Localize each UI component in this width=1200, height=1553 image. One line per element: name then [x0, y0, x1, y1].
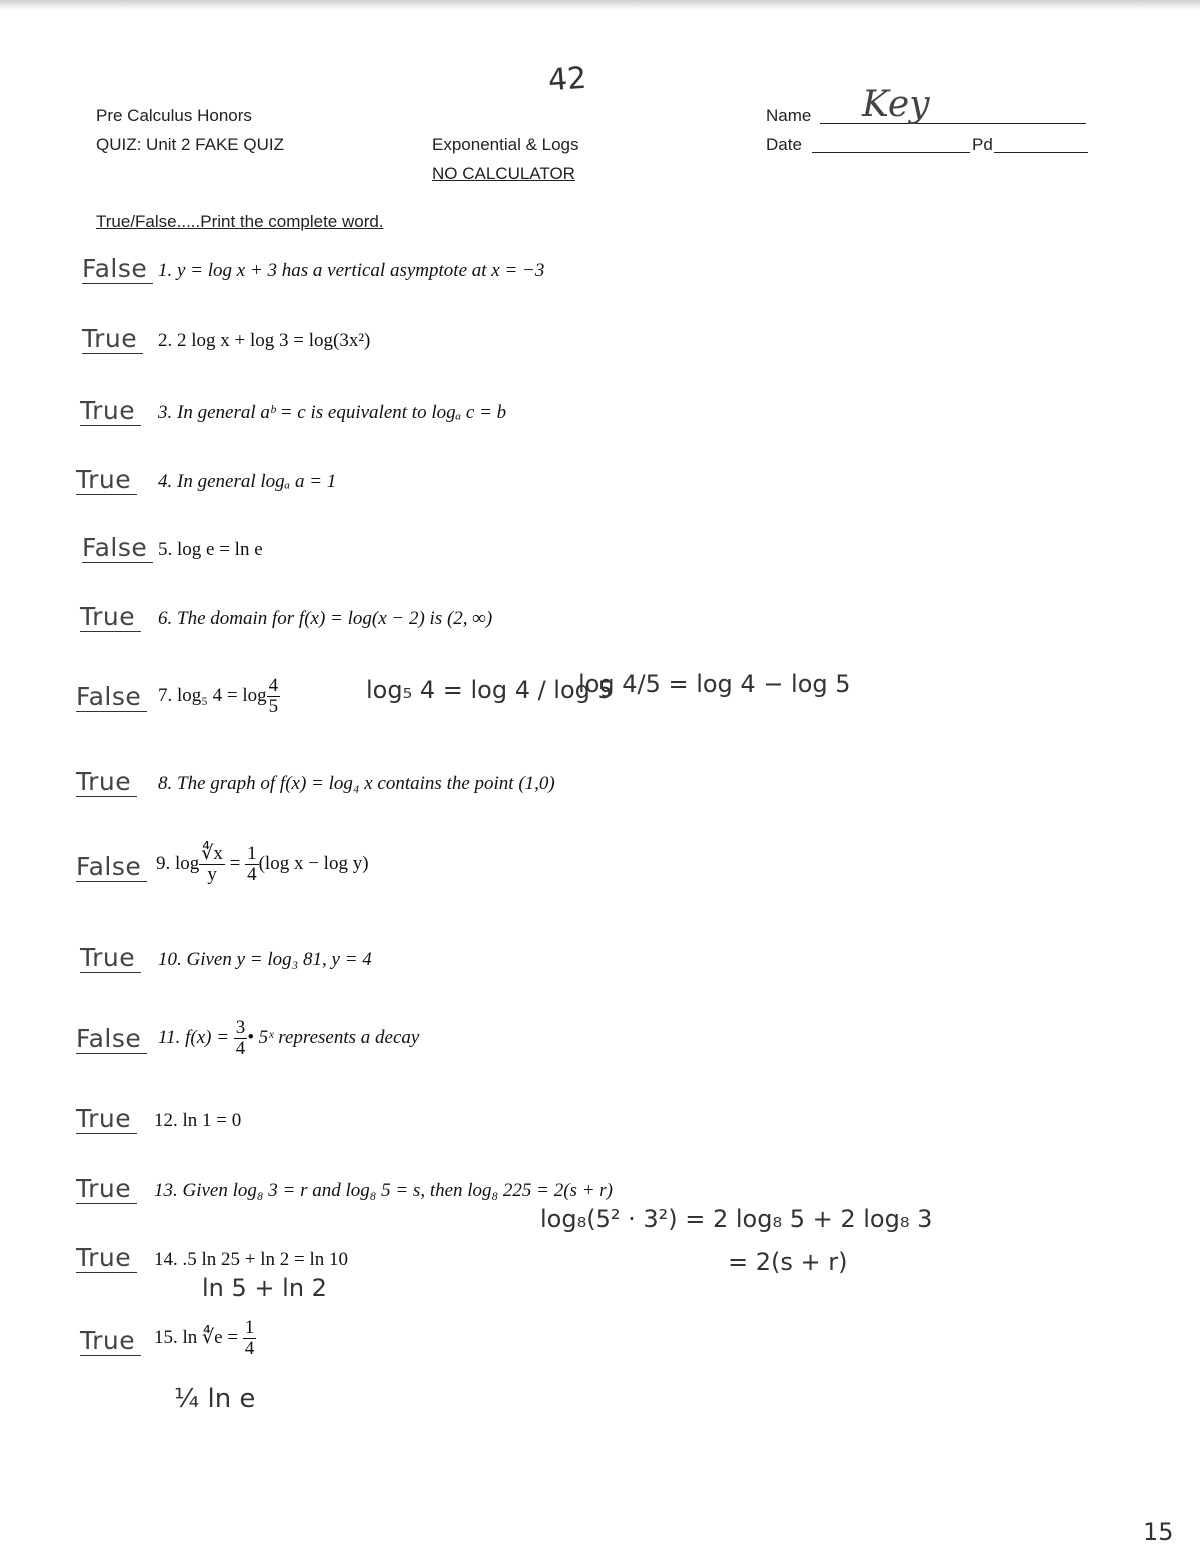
question-11 — [158, 1018, 419, 1059]
work-q15: ¼ ln e — [174, 1384, 256, 1414]
question-8: 8. The graph of f(x) = log₄ x contains the point (1,0) — [158, 773, 555, 794]
question-12: 12. ln 1 = 0 — [154, 1110, 242, 1131]
question-9-fraction — [199, 844, 225, 885]
pd-label: Pd — [972, 135, 993, 154]
answer-4: True — [76, 465, 137, 495]
question-15-fraction — [243, 1318, 257, 1359]
work-q7-quotient-rule: log 4/5 = log 4 − log 5 — [578, 670, 851, 698]
handwritten-score: 42 — [546, 60, 588, 99]
question-7-frac-den: 5 — [268, 695, 279, 717]
question-9-frac2-den: 4 — [247, 863, 257, 885]
date-line — [812, 152, 970, 153]
question-7-fraction — [267, 676, 281, 717]
question-11-frac-num: 3 — [235, 1017, 246, 1038]
topic-title: Exponential & Logs — [432, 135, 579, 154]
no-calculator-note: NO CALCULATOR — [432, 164, 575, 183]
work-q7-change-of-base: log₅ 4 = log 4 / log 5 — [366, 676, 613, 704]
question-7-text: 7. log₅ 4 = log — [158, 684, 267, 706]
question-9-mid: = — [224, 852, 246, 874]
answer-10: True — [80, 943, 141, 973]
answer-9: False — [76, 852, 147, 882]
question-9-frac-den: y — [207, 863, 217, 885]
answer-6: True — [80, 602, 141, 632]
answer-12: True — [76, 1104, 137, 1134]
question-6: 6. The domain for f(x) = log(x − 2) is (2, ∞) — [158, 608, 493, 629]
scan-edge — [0, 0, 1200, 10]
question-15-pre: 15. ln ∜e = — [154, 1326, 243, 1348]
answer-1: False — [82, 254, 153, 284]
name-label: Name — [766, 106, 812, 125]
quiz-title: QUIZ: Unit 2 FAKE QUIZ — [96, 135, 284, 154]
question-10: 10. Given y = log₃ 81, y = 4 — [158, 949, 372, 970]
question-7 — [158, 676, 280, 717]
answer-3: True — [80, 396, 141, 426]
date-label: Date — [766, 135, 802, 154]
question-14: 14. .5 ln 25 + ln 2 = ln 10 — [154, 1249, 349, 1270]
question-5: 5. log e = ln e — [158, 539, 263, 560]
name-value: Key — [862, 84, 930, 125]
question-15-frac-num: 1 — [244, 1317, 255, 1338]
page-number: 15 — [1143, 1518, 1174, 1546]
name-line — [820, 123, 1086, 124]
question-11-fraction — [234, 1018, 248, 1059]
answer-8: True — [76, 767, 137, 797]
answer-11: False — [76, 1024, 147, 1054]
answer-15: True — [80, 1326, 141, 1356]
work-q13-result: = 2(s + r) — [728, 1248, 848, 1276]
question-4: 4. In general logₐ a = 1 — [158, 471, 337, 492]
answer-5: False — [82, 533, 153, 563]
answer-7: False — [76, 682, 147, 712]
question-9-frac-num: ∜x — [201, 843, 223, 864]
question-7-frac-num: 4 — [268, 675, 279, 696]
question-9 — [156, 844, 369, 885]
course-title: Pre Calculus Honors — [96, 106, 252, 125]
question-9-fraction-2 — [245, 844, 259, 885]
question-9-pre: 9. log — [156, 852, 200, 874]
question-9-post: (log x − log y) — [258, 852, 369, 874]
question-1: 1. y = log x + 3 has a vertical asymptote at x = −3 — [158, 260, 545, 281]
question-9-frac2-num: 1 — [247, 843, 257, 864]
question-11-post: • 5ˣ represents a decay — [247, 1026, 420, 1048]
answer-14: True — [76, 1243, 137, 1273]
question-15-frac-den: 4 — [244, 1337, 255, 1359]
question-15 — [154, 1318, 256, 1359]
instructions: True/False.....Print the complete word. — [96, 212, 384, 231]
question-13: 13. Given log₈ 3 = r and log₈ 5 = s, then log₈ 225 = 2(s + r) — [154, 1180, 613, 1201]
work-q14: ln 5 + ln 2 — [202, 1274, 327, 1302]
question-3: 3. In general aᵇ = c is equivalent to logₐ c = b — [158, 402, 507, 423]
work-q13-expansion: log₈(5² · 3²) = 2 log₈ 5 + 2 log₈ 3 — [540, 1205, 933, 1233]
question-11-frac-den: 4 — [235, 1037, 246, 1059]
answer-2: True — [82, 324, 143, 354]
question-11-pre: 11. f(x) = — [158, 1026, 234, 1048]
pd-line — [994, 152, 1088, 153]
question-2: 2. 2 log x + log 3 = log(3x²) — [158, 330, 371, 351]
answer-13: True — [76, 1174, 137, 1204]
